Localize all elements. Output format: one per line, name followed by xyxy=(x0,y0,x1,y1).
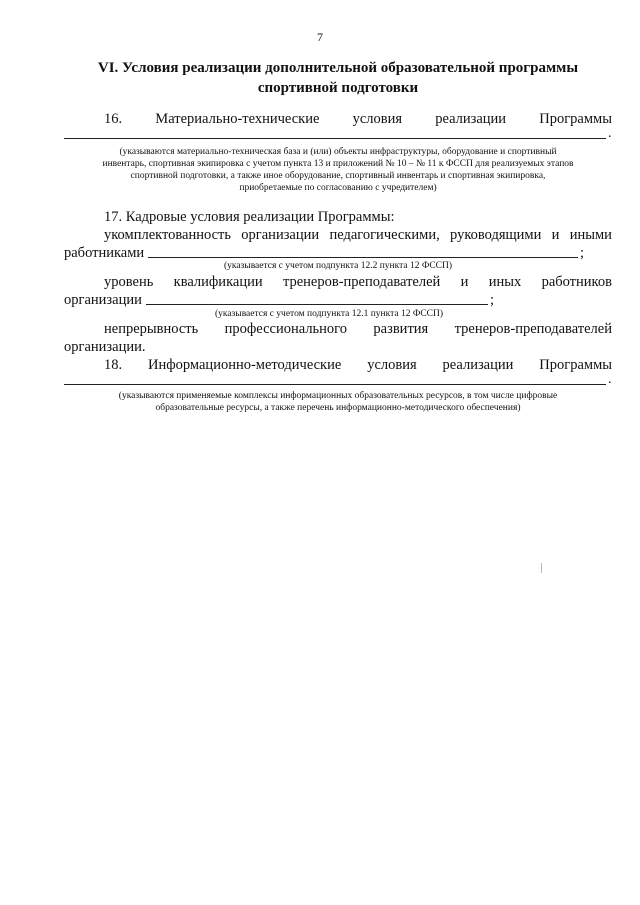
item-17-continuity-word: тренеров-преподавателей xyxy=(454,321,612,337)
section-heading xyxy=(60,58,616,98)
item-16-number: 16. xyxy=(104,111,123,127)
item-18-word: реализации xyxy=(442,357,514,373)
item-17-staffing-word: и xyxy=(551,227,560,243)
item-17-staffing-word: укомплектованность xyxy=(104,227,231,243)
item-17-staffing-end: ; xyxy=(579,245,584,261)
item-17-continuity-line xyxy=(64,320,612,338)
item-16-word: реализации xyxy=(435,111,507,127)
item-17-qualification-note: (указывается с учетом подпункта 12.1 пункта 12 ФССП) xyxy=(214,309,444,319)
item-17-qualification-blank[interactable] xyxy=(146,304,488,305)
scan-speck xyxy=(541,563,542,573)
item-16-note-line: (указываются материально-техническая база и (или) объекты инфраструктуры, оборудование и спортивный xyxy=(119,147,557,157)
item-17-qualification-end: ; xyxy=(489,292,494,308)
item-17-title: 17. Кадровые условия реализации Программы: xyxy=(104,209,395,225)
item-17-staffing-word: педагогическими, xyxy=(329,227,440,243)
item-17-staffing-word: иными xyxy=(569,227,612,243)
item-17-qualification-word: работников xyxy=(541,274,612,290)
item-17-staffing-blank[interactable] xyxy=(148,257,578,258)
item-17-qualification-fill-line xyxy=(64,291,494,309)
item-18-word: Программы xyxy=(539,357,612,373)
item-16-word: условия xyxy=(352,111,403,127)
item-17-continuity-tail: организации. xyxy=(64,339,146,355)
item-17-qualification-word: тренеров-преподавателей xyxy=(282,274,441,290)
item-17-qualification-line xyxy=(64,273,612,291)
item-17-staffing-word: руководящими xyxy=(450,227,542,243)
item-16-word: Материально-технические xyxy=(155,111,320,127)
item-17-staffing-tail: работниками xyxy=(64,245,145,261)
item-16-note-line: инвентарь, спортивная экипировка с учетом пункта 13 и приложений № 10 – № 11 к ФССП для реализуемых этапов xyxy=(102,159,574,169)
page-number: 7 xyxy=(317,30,323,44)
section-heading-line-1: VI. Условия реализации дополнительной образовательной программы xyxy=(97,60,579,76)
item-16-note-line: спортивной подготовки, а также иное оборудование, спортивный инвентарь и спортивная экипировка, xyxy=(130,171,546,181)
item-17-staffing-line xyxy=(64,226,612,244)
section-heading-line-2: спортивной подготовки xyxy=(257,80,419,96)
item-16-word: Программы xyxy=(539,111,612,127)
item-17-continuity-word: непрерывность xyxy=(104,321,199,337)
item-17-qualification-tail: организации xyxy=(64,292,142,308)
item-16-note-line: приобретаемые по согласованию с учредителем) xyxy=(239,183,437,193)
item-17-staffing-word: организации xyxy=(241,227,320,243)
item-18-word: Информационно-методические xyxy=(148,357,342,373)
item-17-qualification-word: квалификации xyxy=(173,274,263,290)
item-17-qualification-word: и xyxy=(460,274,469,290)
item-18-line xyxy=(64,356,612,374)
item-18-note-line: образовательные ресурсы, а также перечень информационно-методического обеспечения) xyxy=(155,403,521,413)
item-16-end-mark: . xyxy=(608,126,612,141)
item-16-blank-line[interactable] xyxy=(64,138,606,139)
item-17-continuity-word: профессионального xyxy=(224,321,348,337)
item-17-qualification-word: иных xyxy=(488,274,522,290)
item-16-note xyxy=(64,146,612,194)
item-17-continuity-word: развития xyxy=(373,321,429,337)
item-18-note xyxy=(64,390,612,414)
item-17-qualification-word: уровень xyxy=(104,274,154,290)
item-18-blank-line[interactable] xyxy=(64,384,606,385)
item-18-note-line: (указываются применяемые комплексы информационных образовательных ресурсов, в том числе цифровые xyxy=(118,391,558,401)
item-18-word: условия xyxy=(367,357,417,373)
item-17-staffing-note: (указывается с учетом подпункта 12.2 пункта 12 ФССП) xyxy=(223,261,453,271)
item-18-number: 18. xyxy=(104,357,123,373)
item-16-line xyxy=(64,110,612,128)
item-18-end-mark: . xyxy=(608,372,612,387)
